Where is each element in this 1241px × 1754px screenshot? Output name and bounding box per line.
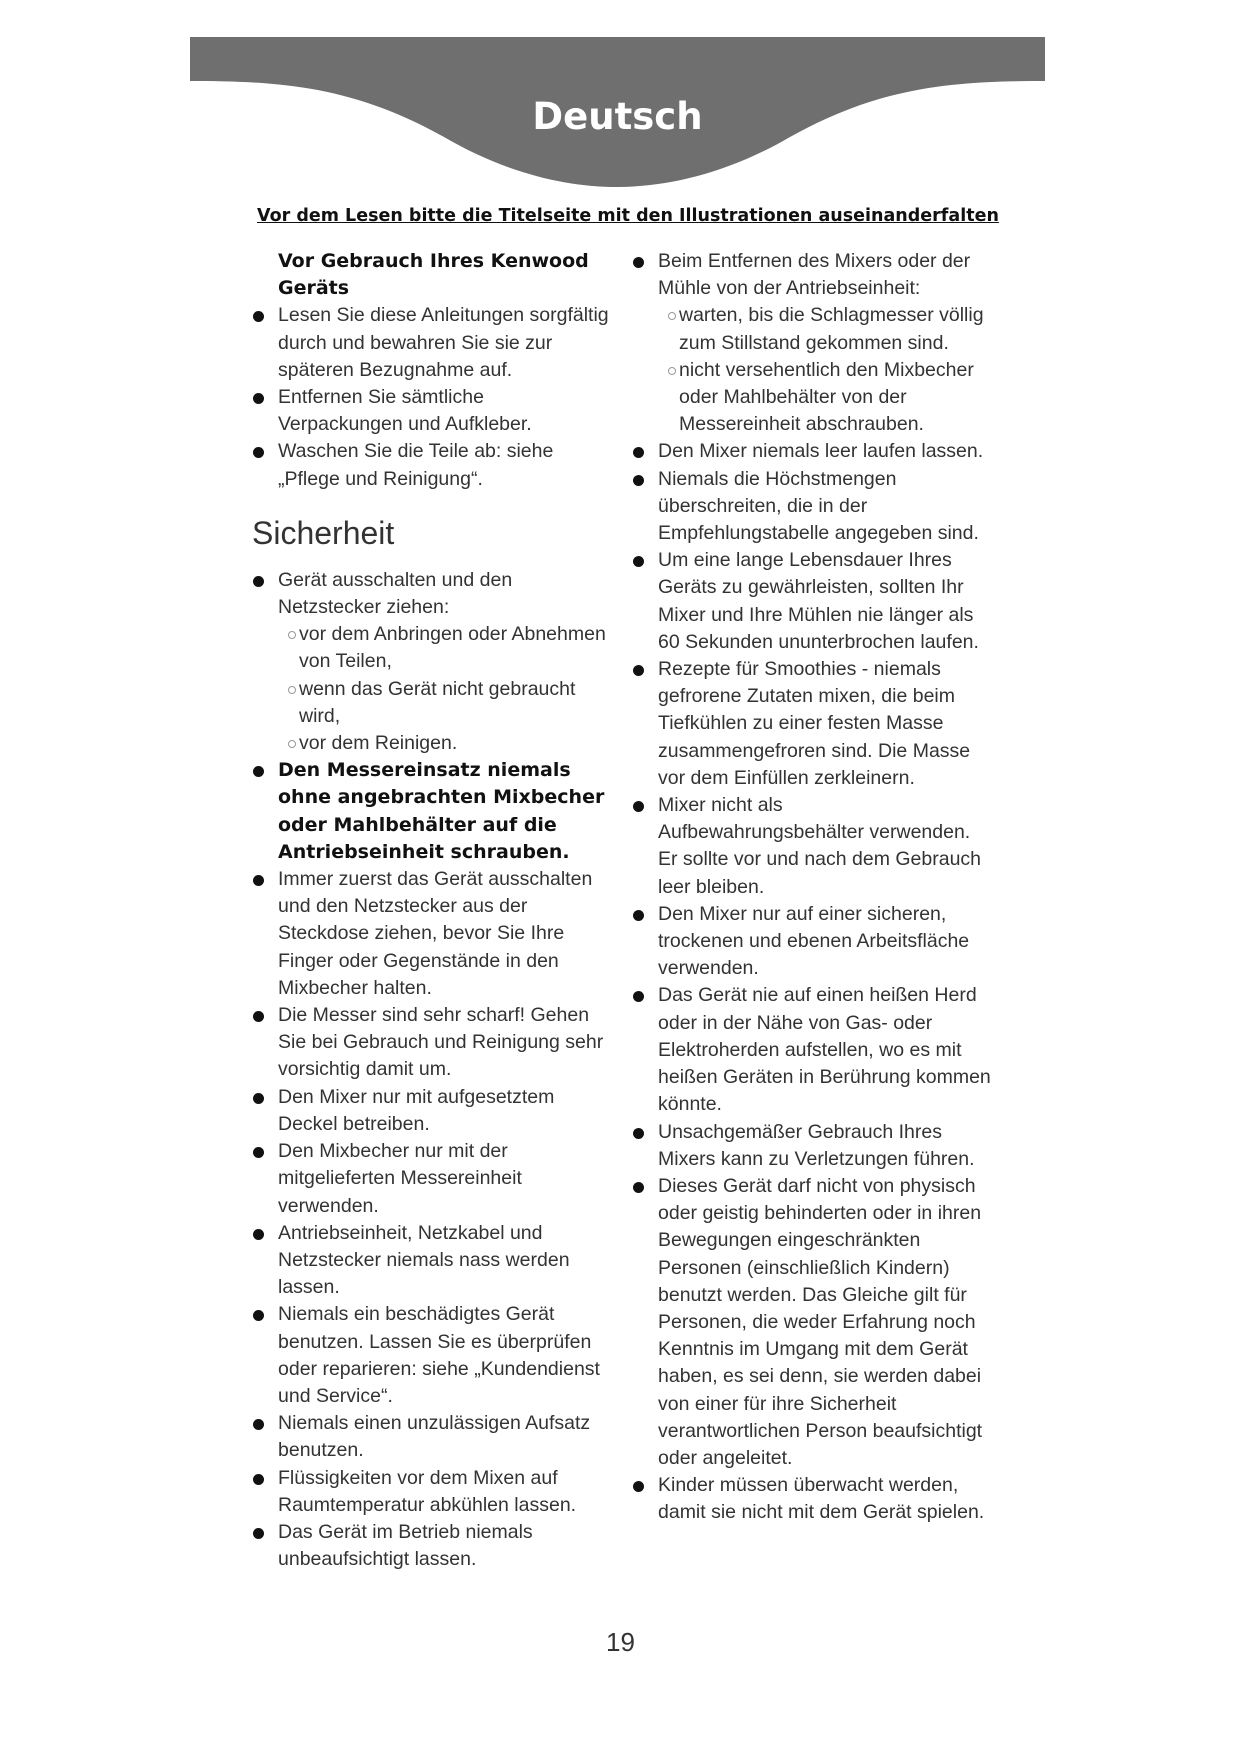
list-item: Lesen Sie diese Anleitungen sorgfältig durch und bewahren Sie sie zur späteren Bezugnahme auf. (252, 302, 610, 384)
list-item: Die Messer sind sehr scharf! Gehen Sie bei Gebrauch und Reinigung sehr vorsichtig damit um. (252, 1002, 610, 1084)
list-item: Den Mixer nur mit aufgesetztem Deckel betreiben. (252, 1084, 610, 1138)
page-title: Deutsch (532, 95, 703, 138)
list-item: Waschen Sie die Teile ab: siehe „Pflege und Reinigung“. (252, 438, 610, 492)
list-item: Das Gerät nie auf einen heißen Herd oder in der Nähe von Gas- oder Elektroherden aufstellen, wo es mit heißen Geräten in Berührung kommen könnte. (632, 982, 992, 1118)
list-item: Kinder müssen überwacht werden, damit sie nicht mit dem Gerät spielen. (632, 1472, 992, 1526)
sub-list (278, 621, 610, 757)
intro-list (252, 302, 610, 492)
fold-out-notice: Vor dem Lesen bitte die Titelseite mit den Illustrationen auseinanderfalten (257, 206, 999, 226)
list-item: Den Mixbecher nur mit der mitgelieferten Messereinheit verwenden. (252, 1138, 610, 1220)
list-item: Das Gerät im Betrieb niemals unbeaufsichtigt lassen. (252, 1519, 610, 1573)
list-item: Um eine lange Lebensdauer Ihres Geräts zu gewährleisten, sollten Ihr Mixer und Ihre Mühlen nie länger als 60 Sekunden ununterbrochen laufen. (632, 547, 992, 656)
intro-heading: Vor Gebrauch Ihres Kenwood Geräts (278, 250, 589, 300)
list-item: Den Mixer nur auf einer sicheren, trockenen und ebenen Arbeitsfläche verwenden. (632, 901, 992, 983)
list-item-warning: Den Messereinsatz niemals ohne angebrachten Mixbecher oder Mahlbehälter auf die Antriebseinheit schrauben. (252, 757, 610, 866)
sub-list-item: nicht versehentlich den Mixbecher oder Mahlbehälter von der Messereinheit abschrauben. (668, 357, 992, 439)
safety-list (252, 567, 610, 1574)
sub-list-item: vor dem Reinigen. (288, 730, 610, 757)
list-item: Entfernen Sie sämtliche Verpackungen und Aufkleber. (252, 384, 610, 438)
list-item: Antriebseinheit, Netzkabel und Netzstecker niemals nass werden lassen. (252, 1220, 610, 1302)
sub-list-item: wenn das Gerät nicht gebraucht wird, (288, 676, 610, 730)
list-item: Mixer nicht als Aufbewahrungsbehälter verwenden. Er sollte vor und nach dem Gebrauch leer bleiben. (632, 792, 992, 901)
left-column (252, 248, 610, 1573)
sub-list-item: warten, bis die Schlagmesser völlig zum Stillstand gekommen sind. (668, 302, 992, 356)
safety-list-continued (632, 248, 992, 1527)
list-item (632, 248, 992, 438)
list-item: Unsachgemäßer Gebrauch Ihres Mixers kann zu Verletzungen führen. (632, 1119, 992, 1173)
sub-list (658, 302, 992, 438)
right-column (632, 248, 992, 1527)
header-banner (190, 37, 1045, 197)
list-item: Niemals die Höchstmengen überschreiten, die in der Empfehlungstabelle angegeben sind. (632, 466, 992, 548)
list-item-text: Gerät ausschalten und den Netzstecker ziehen: (278, 568, 513, 619)
list-item: Niemals ein beschädigtes Gerät benutzen. Lassen Sie es überprüfen oder reparieren: siehe „Kundendienst und Service“. (252, 1301, 610, 1410)
list-item: Niemals einen unzulässigen Aufsatz benutzen. (252, 1410, 610, 1464)
sub-list-item: vor dem Anbringen oder Abnehmen von Teilen, (288, 621, 610, 675)
page-number: 19 (606, 1627, 635, 1657)
list-item (252, 567, 610, 757)
list-item: Den Mixer niemals leer laufen lassen. (632, 438, 992, 465)
section-title-safety: Sicherheit (252, 514, 395, 551)
list-item: Dieses Gerät darf nicht von physisch oder geistig behinderten oder in ihren Bewegungen eingeschränkten Personen (einschließlich Kindern) benutzt werden. Das Gleiche gilt für Personen, die weder Erfahrung noch Kenntnis im Umgang mit dem Gerät haben, es sei denn, sie werden dabei von einer für ihre Sicherheit verantwortlichen Person beaufsichtigt oder angeleitet. (632, 1173, 992, 1472)
list-item: Rezepte für Smoothies - niemals gefrorene Zutaten mixen, die beim Tiefkühlen zu einer festen Masse zusammengefroren sind. Die Masse vor dem Einfüllen zerkleinern. (632, 656, 992, 792)
list-item: Flüssigkeiten vor dem Mixen auf Raumtemperatur abkühlen lassen. (252, 1465, 610, 1519)
list-item-text: Beim Entfernen des Mixers oder der Mühle von der Antriebseinheit: (658, 250, 971, 300)
list-item: Immer zuerst das Gerät ausschalten und den Netzstecker aus der Steckdose ziehen, bevor Sie Ihre Finger oder Gegenstände in den Mixbecher halten. (252, 866, 610, 1002)
